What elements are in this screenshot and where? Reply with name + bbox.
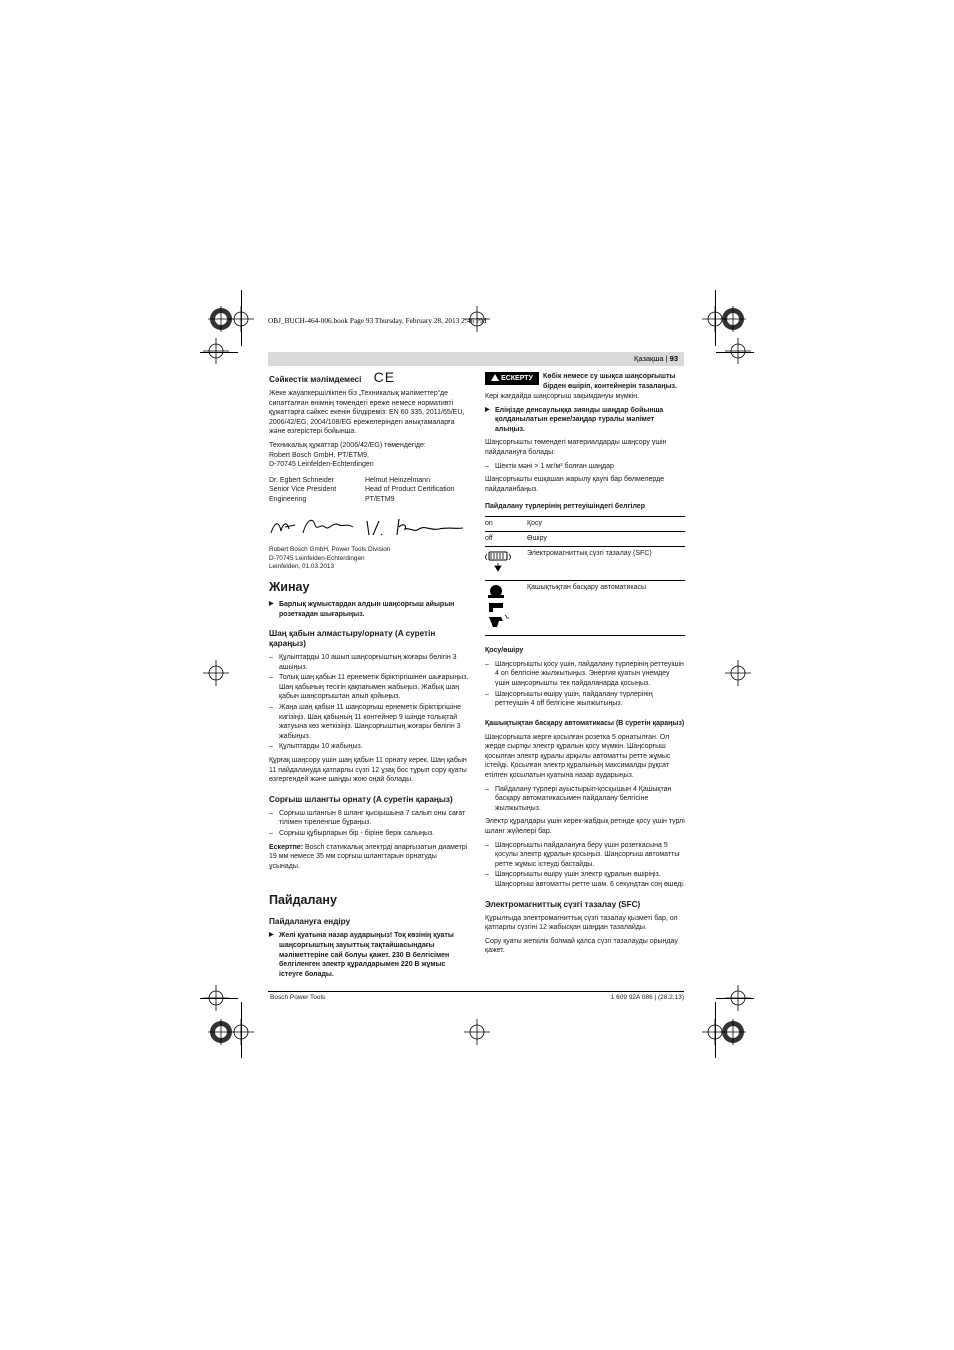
warning-tail: Кері жағдайда шаңсорғыш зақымдануы мүмкін.	[485, 393, 640, 400]
registration-crosshair-icon	[725, 985, 751, 1011]
remote-mid: Электр құралдары үшін керек-жабдық ретінде қосу үшін түрлі шланг жүйелері бар.	[485, 818, 685, 836]
list-item: – Шаңсорғышты пайдалануға беру үшін розеткасына 5 қосулы электр құралын қосыңыз. Шаңсорғыш автоматты ретте жұмыс істеуді бастайды.	[485, 841, 685, 870]
list-item: – Сорғыш шлангын 8 шланг қысқышына 7 салып оны сағат тілімен тіреленгше бұраңыз.	[269, 809, 469, 828]
startup-warning: ▶ Желі қуатына назар аударыңыз! Тоқ көзінің қуаты шаңсорғыштың зауыттық тақтайшасындағы мәліметтеріне сай болуы қажет. 230 В белгісімен белгіленген электр құралдарымен 220 В жұмыс істеуге болады.	[269, 931, 469, 979]
footer-rule	[268, 991, 684, 992]
registration-crosshair-icon	[228, 306, 254, 332]
materials-list	[485, 462, 685, 472]
table-row	[485, 531, 685, 546]
filter-cleaning-icon	[485, 549, 511, 575]
signers-grid	[269, 476, 469, 505]
mode-desc: Қосу	[527, 517, 685, 532]
remote-text: Шаңсорғышта жерге қосылған розетка 5 орнатылған. Ол жерде сыртқы электр құралын қосу мүмкін. Шаңсорғыш қосылған электр құралы арқылы автоматты ретте жұмыс істейді. Қосылған электр құралының максималды рұқсат етілген қосылатын қуатына назар аударыңыз.	[485, 733, 671, 780]
page-number: 93	[669, 354, 678, 363]
registration-crosshair-icon	[203, 660, 229, 686]
hose-note: Ескертпе: Bosch статикалық электрді апарғызатын диаметрі 19 мм немесе 35 мм сорғыш шлангтарын орнатуды ұсынады.	[269, 843, 468, 870]
mode-desc: Қашықтықтан басқару автоматикасы	[527, 581, 685, 636]
rules-warning: ▶ Еліңізде денсаулыққа зиянды шаңдар бойынша қолданылатын ереже/заңдар туралы мәлімет алыңыз.	[485, 406, 685, 435]
assembly-heading: Жинау	[269, 579, 310, 594]
assembly-warning: ▶ Барлық жұмыстардан алдын шаңсорғыш айырын розеткадан шығарыңыз.	[269, 600, 469, 619]
warning-text: Көбік немесе су шықса шаңсорғышты бірден өшіріп, контейнерін тазалаңыз.	[543, 373, 677, 390]
materials-intro: Шаңсорғышты төмендегі материалдарды шаңсору үшін пайдалануға болады:	[485, 439, 667, 456]
ce-mark-icon: CE	[373, 369, 396, 385]
page-header	[268, 352, 684, 366]
signer-1: Dr. Egbert Schneider Senior Vice President Engineering	[269, 476, 337, 503]
left-column	[269, 369, 469, 983]
header-language: Қазақша	[633, 354, 664, 363]
use-heading: Пайдалану	[269, 893, 337, 908]
explosive-note: Шаңсорғышты ешқашан жарылу қаупі бар бөлмелерде пайдаланбаңыз.	[485, 476, 665, 493]
remote-heading: Қашықтықтан басқару автоматикасы (B суретін қараңыз)	[485, 719, 685, 727]
remote-steps-2	[485, 841, 685, 890]
list-item: – Шаңсорғышты өшіру үшін, пайдалану түрлерінің реттеуішін 4 off белгісіне жылжытыңыз.	[485, 690, 685, 709]
warning-triangle-icon	[491, 374, 499, 381]
list-item: – Шаңсорғышты қосу үшін, пайдалану түрлерінің реттеуішін 4 on белгісіне жылжытыңыз. Энергия қуатын үнемдеу үшін шаңсорғышты тек пайдаланарда қосыңыз.	[485, 660, 685, 689]
mode-key: on	[485, 517, 527, 532]
registration-crosshair-icon	[228, 1019, 254, 1045]
signer-2: Helmut Heinzelmann Head of Product Certification PT/ETM9	[365, 476, 455, 503]
company-3: Leinfelden, 01.03.2013	[269, 563, 335, 571]
modes-heading: Пайдалану түрлерінің реттеуішіндегі белгілер	[485, 503, 645, 511]
sfc-heading: Электромагниттық сүзгі тазалау (SFC)	[485, 899, 641, 909]
tech-addr1: Robert Bosch GmbH, PT/ETM9,	[269, 451, 369, 459]
onoff-heading: Қосу/өшіру	[485, 646, 524, 654]
signatures-image	[269, 513, 465, 539]
mode-desc: Өшіру	[527, 531, 685, 546]
list-item: – Сорғыш құбырларын бір - біріне берік салыңыз.	[269, 829, 469, 839]
startup-heading: Пайдалануға ендіру	[269, 917, 351, 927]
sfc-text-1: Құрылғыда электромагниттық сүзгі тазалау қызметі бар, ол қатпарлы сүзгіні 12 жабысқан шаңдан тазалайды.	[485, 914, 678, 932]
conformity-text: Жеке жауапкершілікпен біз „Техникалық мәліметтер“де сипатталған өнімнің төмендегі ереже немесе нормативті құжаттарға сәйкес екенін білдіреміз: EN 60 335, 2011/65/EU, 2006/42/EG, 2004/108/EG ережелеріндегі анықтамаларға және өзгерістері бойынша.	[269, 390, 465, 436]
list-item: – Құлыптарды 10 жабыңыз.	[269, 742, 469, 752]
list-item: – Пайдалану түрлері ауыстырып-қосқышын 4 Қашықтан басқару автоматикасымен пайдалану белгісіне жылжытыңыз.	[485, 785, 685, 814]
power-tool-auto-icon	[485, 583, 511, 629]
list-item: – Жаңа шаң қабын 11 шаңсорғыш ернеметік біріктіргішіне кигізіңіз. Шаң қабының 11 контейнер 9 ішінде толықтай жатуына көз жеткізіңіз. Шаңсорғыштың жоғары бөлігін 3 жабыңыз.	[269, 703, 469, 741]
footer-brand: Bosch Power Tools	[270, 994, 326, 1001]
registration-crosshair-icon	[464, 1019, 490, 1045]
mode-desc: Электромагниттық сүзгі тазалау (SFC)	[527, 546, 685, 581]
company-2: D-70745 Leinfelden-Echterdingen	[269, 554, 365, 562]
list-item: – Толық шаң қабын 11 ернеметік біріктіргішінен шығарыңыз. Шаң қабының тесігін қақпағымен жабыңыз. Жабық шаң қабын шаңсорғыштан алып қойыңыз.	[269, 673, 469, 702]
sfc-text-2: Сору қуаты жеткілік болмай қалса сүзгі тазалауды орындау қажет.	[485, 937, 678, 955]
table-row	[485, 517, 685, 532]
right-column	[485, 372, 685, 960]
table-row	[485, 546, 685, 581]
remote-steps-1	[485, 785, 685, 814]
registration-crosshair-icon	[725, 660, 751, 686]
onoff-steps	[485, 660, 685, 709]
hose-heading: Сорғыш шлангты орнату (A суретін қараңыз)	[269, 794, 453, 804]
registration-crosshair-icon	[702, 306, 728, 332]
footer-doc-number: 1 609 92A 086 | (28.2.13)	[610, 994, 684, 1001]
registration-crosshair-icon	[203, 338, 229, 364]
conformity-heading: Сәйкестік мәлімдемесі CE	[269, 369, 396, 385]
header-language-page: Қазақша | 93	[633, 354, 678, 363]
lid-steps	[269, 653, 469, 752]
list-item: – Құлыптарды 10 ашып шаңсорғыштың жоғары бөлігін 3 ашыңыз.	[269, 653, 469, 672]
lid-heading: Шаң қабын алмастыру/орнату (A суретін қараңыз)	[269, 629, 436, 649]
hose-steps	[269, 809, 469, 839]
lid-note: Құрғақ шаңсору үшін шаң қабын 11 орнату керек. Шаң қабын 11 пайдалануда қатпарлы сүзгі 12 ұзақ бос тұрып сору қуаты өзгергендей және шаңды жою оңай болады.	[269, 757, 467, 784]
mode-key: off	[485, 531, 527, 546]
list-item: – Шектік мәні > 1 мг/м³ болған шаңдар	[485, 462, 685, 472]
warning-badge: ЕСКЕРТУ	[485, 372, 539, 385]
registration-crosshair-icon	[702, 1019, 728, 1045]
warning-block	[485, 372, 685, 392]
list-item: – Шаңсорғышты өшіру үшін электр құралын өшіріңіз. Шаңсорғыш автоматты ретте шам. 6 секундтан соң өшеді.	[485, 870, 685, 889]
registration-crosshair-icon	[203, 985, 229, 1011]
company-1: Robert Bosch GmbH, Power Tools Division	[269, 546, 391, 554]
tech-docs: Техникалық құжаттар (2006/42/EG) төмендегіде:	[269, 441, 426, 449]
print-slug-line: OBJ_BUCH-464-006.book Page 93 Thursday, February 28, 2013 2:46 PM	[268, 316, 487, 325]
table-row	[485, 581, 685, 636]
modes-table	[485, 516, 685, 635]
registration-crosshair-icon	[725, 338, 751, 364]
tech-addr2: D-70745 Leinfelden-Echterdingen	[269, 461, 374, 469]
